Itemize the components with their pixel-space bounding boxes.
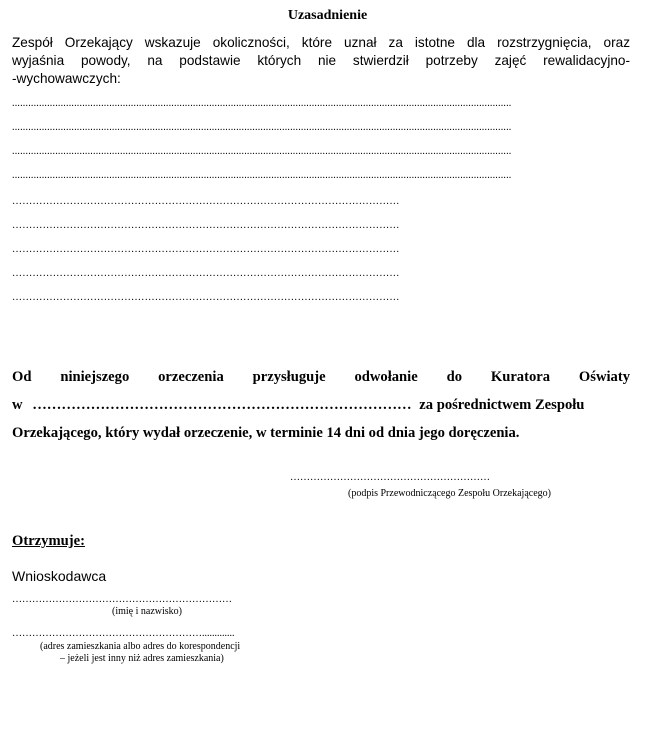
justification-fill-line[interactable]: …………………………………………………………………………………………………… xyxy=(12,292,400,303)
justification-fill-line[interactable]: ......................................................................................................................................................................................... xyxy=(12,98,512,109)
intro-line-3: -wychowawczych: xyxy=(12,71,121,86)
intro-line-1: Zespół Orzekający wskazuje okoliczności, które uznał za istotne dla rozstrzygnięcia, oraz xyxy=(12,35,630,50)
name-label: (imię i nazwisko) xyxy=(112,606,182,617)
justification-fill-line[interactable]: ......................................................................................................................................................................................... xyxy=(12,146,512,157)
justification-fill-line[interactable]: …………………………………………………………………………………………………… xyxy=(12,244,400,255)
justification-fill-line[interactable]: …………………………………………………………………………………………………… xyxy=(12,196,400,207)
address-label-1: (adres zamieszkania albo adres do korespondencji xyxy=(40,641,241,652)
recipients-heading: Otrzymuje: xyxy=(12,533,85,549)
intro-line-2: wyjaśnia powody, na podstawie których nie stwierdził potrzeby zajęć rewalidacyjno- xyxy=(12,53,630,68)
address-fill-line[interactable]: …………………………………………………............. xyxy=(12,628,235,639)
appeal-authority-fill[interactable]: …………………………………………………………………… xyxy=(32,397,412,413)
name-fill-line[interactable]: ………………………………………………………… xyxy=(12,594,232,605)
justification-fill-line[interactable]: ......................................................................................................................................................................................... xyxy=(12,170,512,181)
justification-fill-line[interactable]: ......................................................................................................................................................................................... xyxy=(12,122,512,133)
signature-fill-line[interactable]: …………………………………………………… xyxy=(290,472,490,483)
appeal-line-2 xyxy=(12,396,630,414)
intro-paragraph xyxy=(12,34,630,88)
justification-fill-line[interactable]: …………………………………………………………………………………………………… xyxy=(12,268,400,279)
recipient-applicant: Wnioskodawca xyxy=(12,568,107,584)
appeal-line-3: Orzekającego, który wydał orzeczenie, w terminie 14 dni od dnia jego doręczenia. xyxy=(12,425,520,441)
address-label-2: – jeżeli jest inny niż adres zamieszkania) xyxy=(60,653,224,664)
page-title: Uzasadnienie xyxy=(287,8,368,23)
appeal-line-2-prefix: w xyxy=(12,397,23,413)
signature-label: (podpis Przewodniczącego Zespołu Orzekającego) xyxy=(348,488,551,499)
justification-fill-line[interactable]: …………………………………………………………………………………………………… xyxy=(12,220,400,231)
appeal-line-2-suffix: za pośrednictwem Zespołu xyxy=(419,397,585,413)
appeal-line-1: Od niniejszego orzeczenia przysługuje odwołanie do Kuratora Oświaty xyxy=(12,369,630,385)
